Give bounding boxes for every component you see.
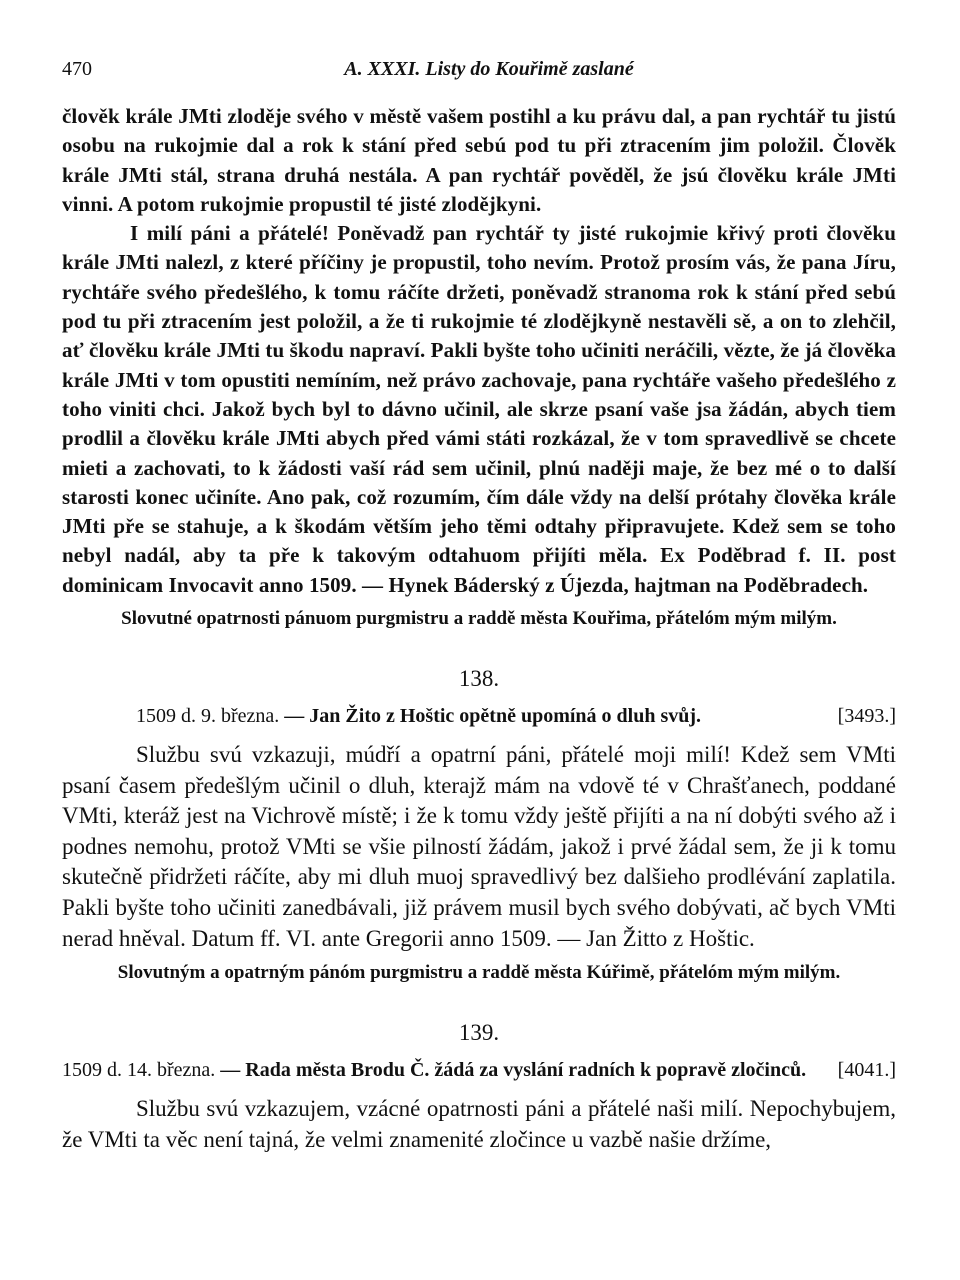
letter-137-paragraph-2: I milí páni a přátelé! Poněvadž pan rychtář ty jisté rukojmie křivý proti člověku krále JMti nalezl, z které příčiny je propustil, toho nevím. Protož prosím vás, že pana Jíru, rychtáře svého předešlého, k tomu ráčíte držeti, poněvadž stranoma rok k stání před sebú pod tu při ztracením jest položil, a že ti rukojmie té zlodějkyně nestavěli sě, a on to zlehčil, ať člověku krále JMti tu škodu napraví. Pakli byšte toho učiniti neráčili, vězte, že já člověka krále JMti v tom opustiti nemíním, než právo zachovaje, pana rychtáře vašeho předešlého z toho viniti chci. Jakož bych byl to dávno učinil, ale skrze psaní vaše jsa žádán, abych tiem prodlil a člověku krále JMti abych před vámi státi rozkázal, že v tom spravedlivě se chcete mieti a zachovati, to k žádosti vaší rád sem učinil, plnú naději maje, že bez mé o to další starosti konec učiníte. Ano pak, což rozumím, čím dále vždy na delší prótahy člověka krále JMti pře se stahuje, a k škodám větším jeho těmi odtahy připravujete. Kdež sem se toho nebyl nadál, aby ta pře k takovým odtahuom přijíti měla. Ex Poděbrad f. II. post dominicam Invocavit anno 1509. — Hynek Báderský z Újezda, hajtman na Poděbradech.	[62, 221, 896, 597]
letter-139-regest	[62, 1056, 896, 1084]
letter-139-body: Službu svú vzkazujem, vzácné opatrnosti páni a přátelé naši milí. Nepochybujem, že VMti ta věc není tajná, že velmi znamenité zločince u vazbě našie držíme,	[62, 1096, 896, 1152]
letter-137-paragraph-1: člověk krále JMti zloděje svého v městě vašem postihl a ku právu dal, a pan rychtář tu jistú osobu na rukojmie dal a rok k stání před sebú pod tu při ztracením jim položil. Člověk krále JMti stál, strana druhá nestála. A pan rychtář pověděl, že jsú člověku krále JMti vinni. A potom rukojmie propustil té jisté zlodějkyni.	[62, 104, 896, 216]
letter-138-reference: [3493.]	[837, 705, 896, 728]
letter-139-date: 1509 d. 14. března.	[62, 1059, 216, 1082]
letter-138-address: Slovutným a opatrným pánóm purgmistru a raddě města Kúřimě, přátelóm mým milým.	[117, 962, 841, 984]
letter-139-summary: — Rada města Brodu Č. žádá za vyslání radních k popravě zločinců.	[220, 1059, 807, 1082]
letter-138-date: 1509 d. 9. března.	[136, 705, 280, 728]
letter-139-number: 139.	[458, 1020, 500, 1046]
page-header	[62, 58, 896, 88]
page-number: 470	[62, 58, 92, 80]
running-title: A. XXXI. Listy do Kouřimě zaslané	[344, 58, 634, 80]
letter-139-reference: [4041.]	[837, 1059, 896, 1082]
letter-138-regest	[62, 702, 896, 730]
letter-138-body: Službu svú vzkazuji, múdří a opatrní páni, přátelé moji milí! Kdež sem VMti psaní časem předešlým učinil o dluh, kterajž mám na vdově té v Chrašťanech, poddané VMti, kteráž jest na Vichrově místě; i že k tomu vždy ještě přijíti a na ní dobýti svého až i podnes nemohu, protož VMti se všie pilností žádám, jakož i prvé žádal sem, že ji k tomu skutečně přidržeti ráčíte, aby mi dluh muoj spravedlivý bez dalšieho prodlévání zaplatila. Pakli byšte toho učiniti zanedbávali, již právem musil bych svého dobývati, ač bych VMti nerad hněval. Datum ff. VI. ante Gregorii anno 1509. — Jan Žitto z Hoštic.	[62, 742, 896, 951]
letter-138-summary: — Jan Žito z Hoštic opětně upomíná o dluh svůj.	[284, 705, 702, 728]
letter-137-address: Slovutné opatrnosti pánuom purgmistru a raddě města Kouřima, přátelóm mým milým.	[121, 608, 837, 630]
letter-138-number: 138.	[458, 666, 500, 692]
